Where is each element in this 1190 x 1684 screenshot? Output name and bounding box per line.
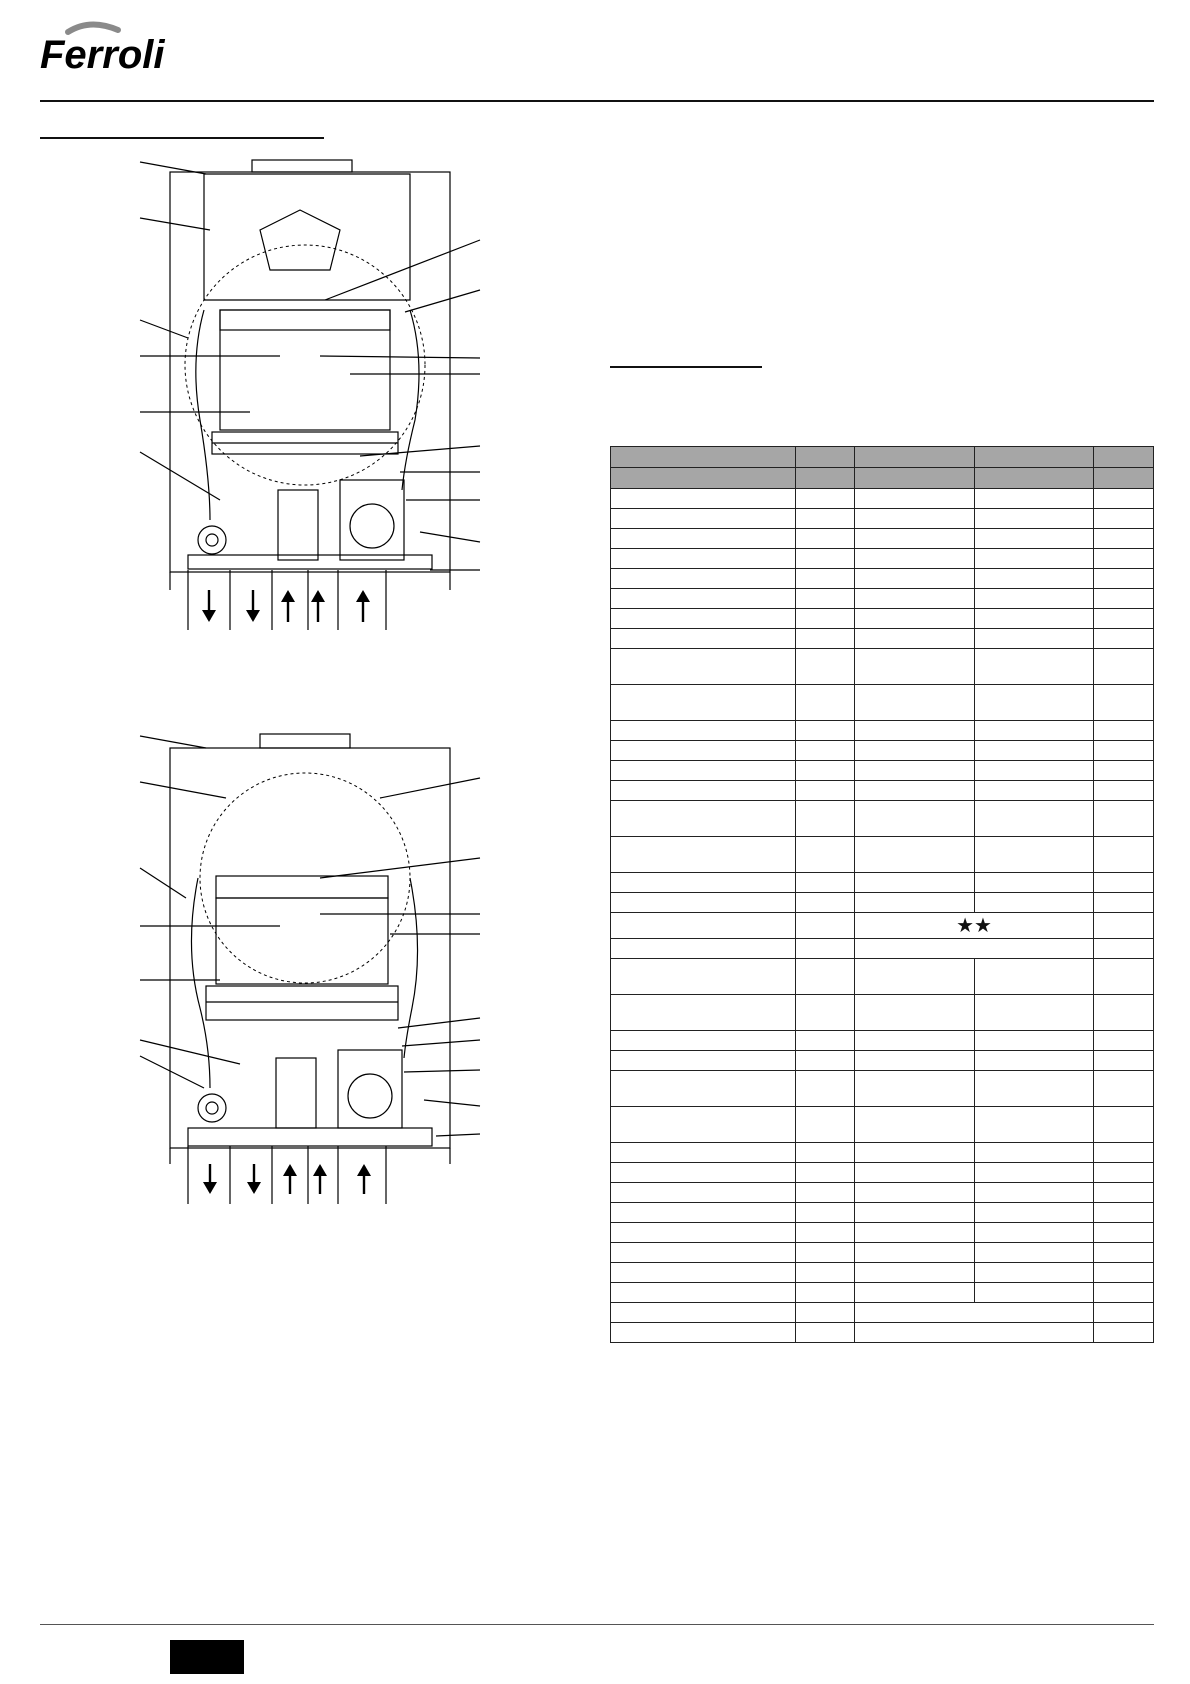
table-row — [611, 1203, 1154, 1223]
table-header-row — [611, 447, 1154, 468]
table-row — [611, 1183, 1154, 1203]
table-row — [611, 873, 1154, 893]
table-row — [611, 489, 1154, 509]
spec-table — [610, 446, 1154, 1343]
table-row — [611, 1303, 1154, 1323]
table-row — [611, 837, 1154, 873]
figure-heading-rule — [40, 137, 324, 139]
table-row — [611, 959, 1154, 995]
table-row — [611, 721, 1154, 741]
table-row — [611, 609, 1154, 629]
table-row — [611, 1323, 1154, 1343]
table-row — [611, 939, 1154, 959]
table-row — [611, 549, 1154, 569]
footer-rule — [40, 1624, 1154, 1625]
table-row — [611, 995, 1154, 1031]
table-header-row — [611, 468, 1154, 489]
table-row — [611, 629, 1154, 649]
svg-text:Ferroli: Ferroli — [40, 33, 165, 77]
table-row — [611, 569, 1154, 589]
table-row — [611, 913, 1154, 939]
table-row — [611, 1071, 1154, 1107]
boiler-diagram-top — [140, 160, 480, 680]
table-row — [611, 685, 1154, 721]
page-number-box — [170, 1640, 244, 1674]
table-row — [611, 1163, 1154, 1183]
header-rule — [40, 100, 1154, 102]
table-row — [611, 741, 1154, 761]
boiler-diagram-bottom — [140, 728, 480, 1248]
table-row — [611, 1283, 1154, 1303]
table-row — [611, 1143, 1154, 1163]
table-row — [611, 509, 1154, 529]
table-row — [611, 761, 1154, 781]
table-row — [611, 589, 1154, 609]
table-row — [611, 801, 1154, 837]
table-row — [611, 1051, 1154, 1071]
ferroli-logo — [40, 20, 165, 77]
table-row — [611, 1263, 1154, 1283]
star-rating: ★★ — [855, 913, 1094, 939]
table-row — [611, 1107, 1154, 1143]
table-row — [611, 1223, 1154, 1243]
table-row — [611, 529, 1154, 549]
table-row — [611, 893, 1154, 913]
table-row — [611, 781, 1154, 801]
table-row — [611, 1031, 1154, 1051]
table-row — [611, 1243, 1154, 1263]
table-heading-rule — [610, 366, 762, 368]
table-row — [611, 649, 1154, 685]
